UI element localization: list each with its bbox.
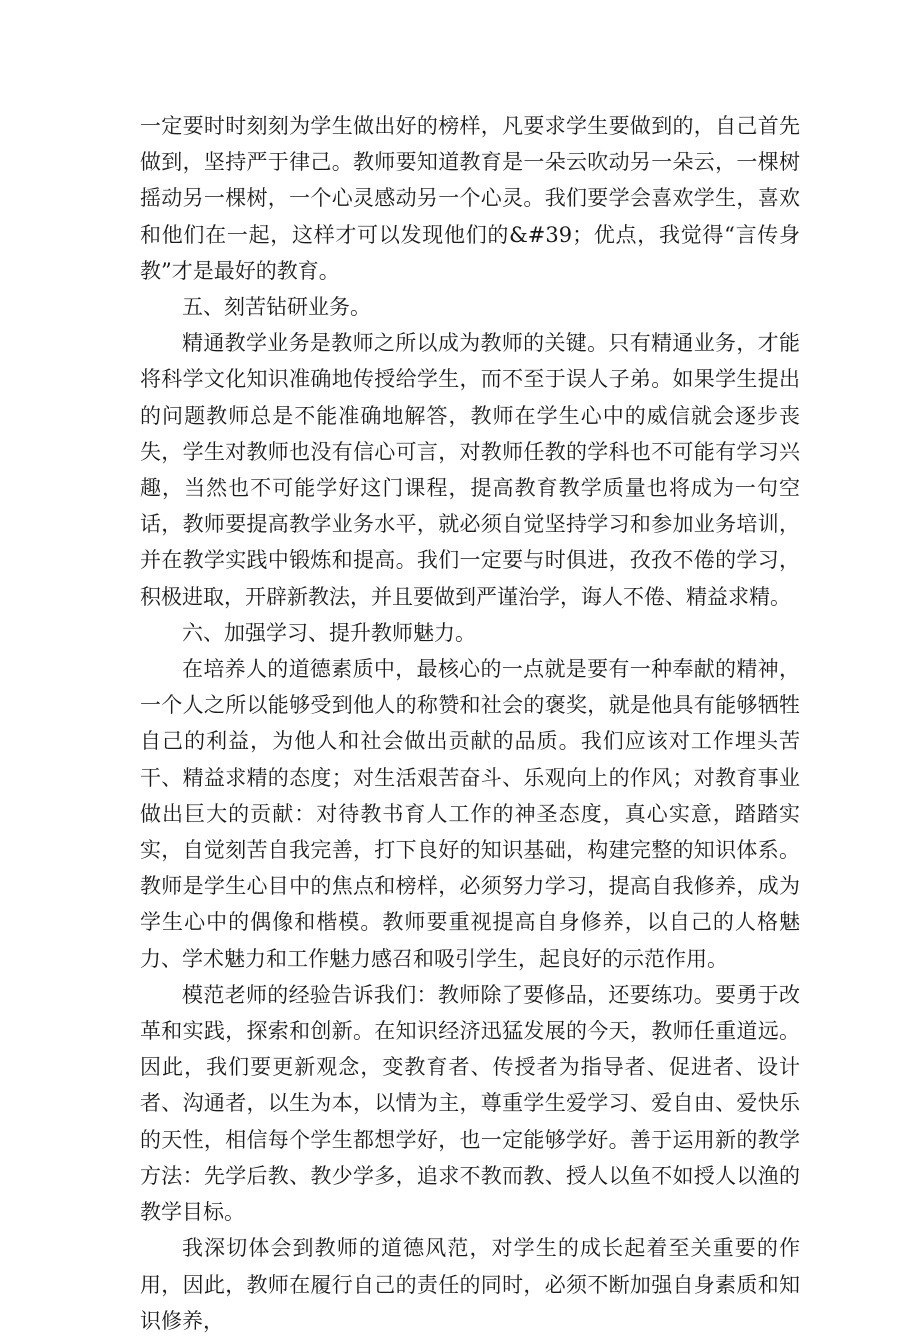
paragraph-business-study: 精通教学业务是教师之所以成为教师的关键。只有精通业务，才能将科学文化知识准确地传授给学生，而不至于误人子弟。如果学生提出的问题教师总是不能准确地解答，教师在学生心中的威信就会逐步丧失，学生对教师也没有信心可言，对教师任教的学科也不可能有学习兴趣，当然也不可能学好这门课程，提高教育教学质量也将成为一句空话，教师要提高教学业务水平，就必须自觉坚持学习和参加业务培训，并在教学实践中锻炼和提高。我们一定要与时俱进，孜孜不倦的学习，积极进取，开辟新教法，并且要做到严谨治学，诲人不倦、精益求精。	[140, 331, 800, 609]
document-body	[140, 108, 800, 1339]
paragraph-continuation: 一定要时时刻刻为学生做出好的榜样，凡要求学生要做到的，自己首先做到，坚持严于律己。教师要知道教育是一朵云吹动另一朵云，一棵树摇动另一棵树，一个心灵感动另一个心灵。我们要学会喜欢学生，喜欢和他们在一起，这样才可以发现他们的&#39；优点，我觉得“言传身教”才是最好的教育。	[140, 114, 800, 283]
paragraph-conclusion: 我深切体会到教师的道德风范，对学生的成长起着至关重要的作用，因此，教师在履行自己的责任的同时，必须不断加强自身素质和知识修养，	[140, 1236, 800, 1333]
paragraph-moral-quality: 在培养人的道德素质中，最核心的一点就是要有一种奉献的精神，一个人之所以能够受到他人的称赞和社会的褒奖，就是他具有能够牺牲自己的利益，为他人和社会做出贡献的品质。我们应该对工作埋头苦干、精益求精的态度；对生活艰苦奋斗、乐观向上的作风；对教育事业做出巨大的贡献：对待教书育人工作的神圣态度，真心实意，踏踏实实，自觉刻苦自我完善，打下良好的知识基础，构建完整的知识体系。教师是学生心目中的焦点和榜样，必须努力学习，提高自我修养，成为学生心中的偶像和楷模。教师要重视提高自身修养，以自己的人格魅力、学术魅力和工作魅力感召和吸引学生，起良好的示范作用。	[140, 657, 800, 971]
section-heading-six: 六、加强学习、提升教师魅力。	[182, 620, 476, 645]
paragraph-model-teacher: 模范老师的经验告诉我们：教师除了要修品，还要练功。要勇于改革和实践，探索和创新。在知识经济迅猛发展的今天，教师任重道远。因此，我们要更新观念，变教育者、传授者为指导者、促进者、设计者、沟通者，以生为本，以情为主，尊重学生爱学习、爱自由、爱快乐的天性，相信每个学生都想学好，也一定能够学好。善于运用新的教学方法：先学后教、教少学多，追求不教而教、授人以鱼不如授人以渔的教学目标。	[140, 982, 800, 1225]
section-heading-five: 五、刻苦钻研业务。	[182, 295, 371, 320]
